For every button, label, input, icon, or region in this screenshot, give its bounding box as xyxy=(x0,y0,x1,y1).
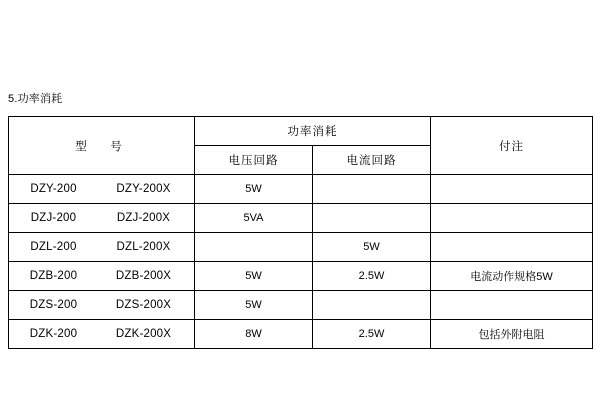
cell-voltage: 5W xyxy=(195,262,313,291)
model-code-variant: DZJ-200X xyxy=(116,212,171,224)
cell-note xyxy=(431,175,593,204)
table-header-row-1 xyxy=(9,117,593,146)
model-code-primary: DZL-200 xyxy=(30,241,77,253)
table-row xyxy=(9,320,593,349)
cell-model xyxy=(9,175,195,204)
cell-model xyxy=(9,233,195,262)
model-code-primary: DZJ-200 xyxy=(30,212,77,224)
model-code-primary: DZK-200 xyxy=(29,328,78,340)
header-current-circuit: 电流回路 xyxy=(313,146,431,175)
model-code-variant: DZS-200X xyxy=(115,299,172,311)
cell-note xyxy=(431,233,593,262)
cell-current xyxy=(313,291,431,320)
cell-current xyxy=(313,175,431,204)
table-header xyxy=(9,117,593,175)
model-code-variant: DZY-200X xyxy=(116,183,171,195)
model-code-primary: DZY-200 xyxy=(30,183,77,195)
table-row xyxy=(9,262,593,291)
cell-voltage: 5VA xyxy=(195,204,313,233)
table-row xyxy=(9,175,593,204)
cell-voltage: 8W xyxy=(195,320,313,349)
cell-voltage xyxy=(195,233,313,262)
cell-note xyxy=(431,204,593,233)
cell-voltage: 5W xyxy=(195,291,313,320)
cell-note: 包括外附电阻 xyxy=(431,320,593,349)
power-consumption-table-wrapper xyxy=(8,116,592,349)
section-title: 5.功率消耗 xyxy=(8,93,63,105)
table-body xyxy=(9,175,593,349)
cell-current xyxy=(313,204,431,233)
cell-note xyxy=(431,291,593,320)
model-code-primary: DZB-200 xyxy=(29,270,78,282)
table-row xyxy=(9,204,593,233)
cell-voltage: 5W xyxy=(195,175,313,204)
cell-model xyxy=(9,291,195,320)
cell-current: 5W xyxy=(313,233,431,262)
header-note: 付注 xyxy=(431,117,593,175)
cell-model xyxy=(9,204,195,233)
model-code-variant: DZB-200X xyxy=(115,270,172,282)
table-row xyxy=(9,291,593,320)
header-voltage-circuit: 电压回路 xyxy=(195,146,313,175)
cell-current: 2.5W xyxy=(313,262,431,291)
power-consumption-table xyxy=(8,116,593,349)
cell-note: 电流动作规格5W xyxy=(431,262,593,291)
model-code-variant: DZL-200X xyxy=(116,241,171,253)
cell-model xyxy=(9,262,195,291)
header-power-consumption: 功率消耗 xyxy=(195,117,431,146)
cell-model xyxy=(9,320,195,349)
header-model: 型 号 xyxy=(9,117,195,175)
model-code-variant: DZK-200X xyxy=(115,328,172,340)
model-code-primary: DZS-200 xyxy=(29,299,78,311)
table-row xyxy=(9,233,593,262)
cell-current: 2.5W xyxy=(313,320,431,349)
